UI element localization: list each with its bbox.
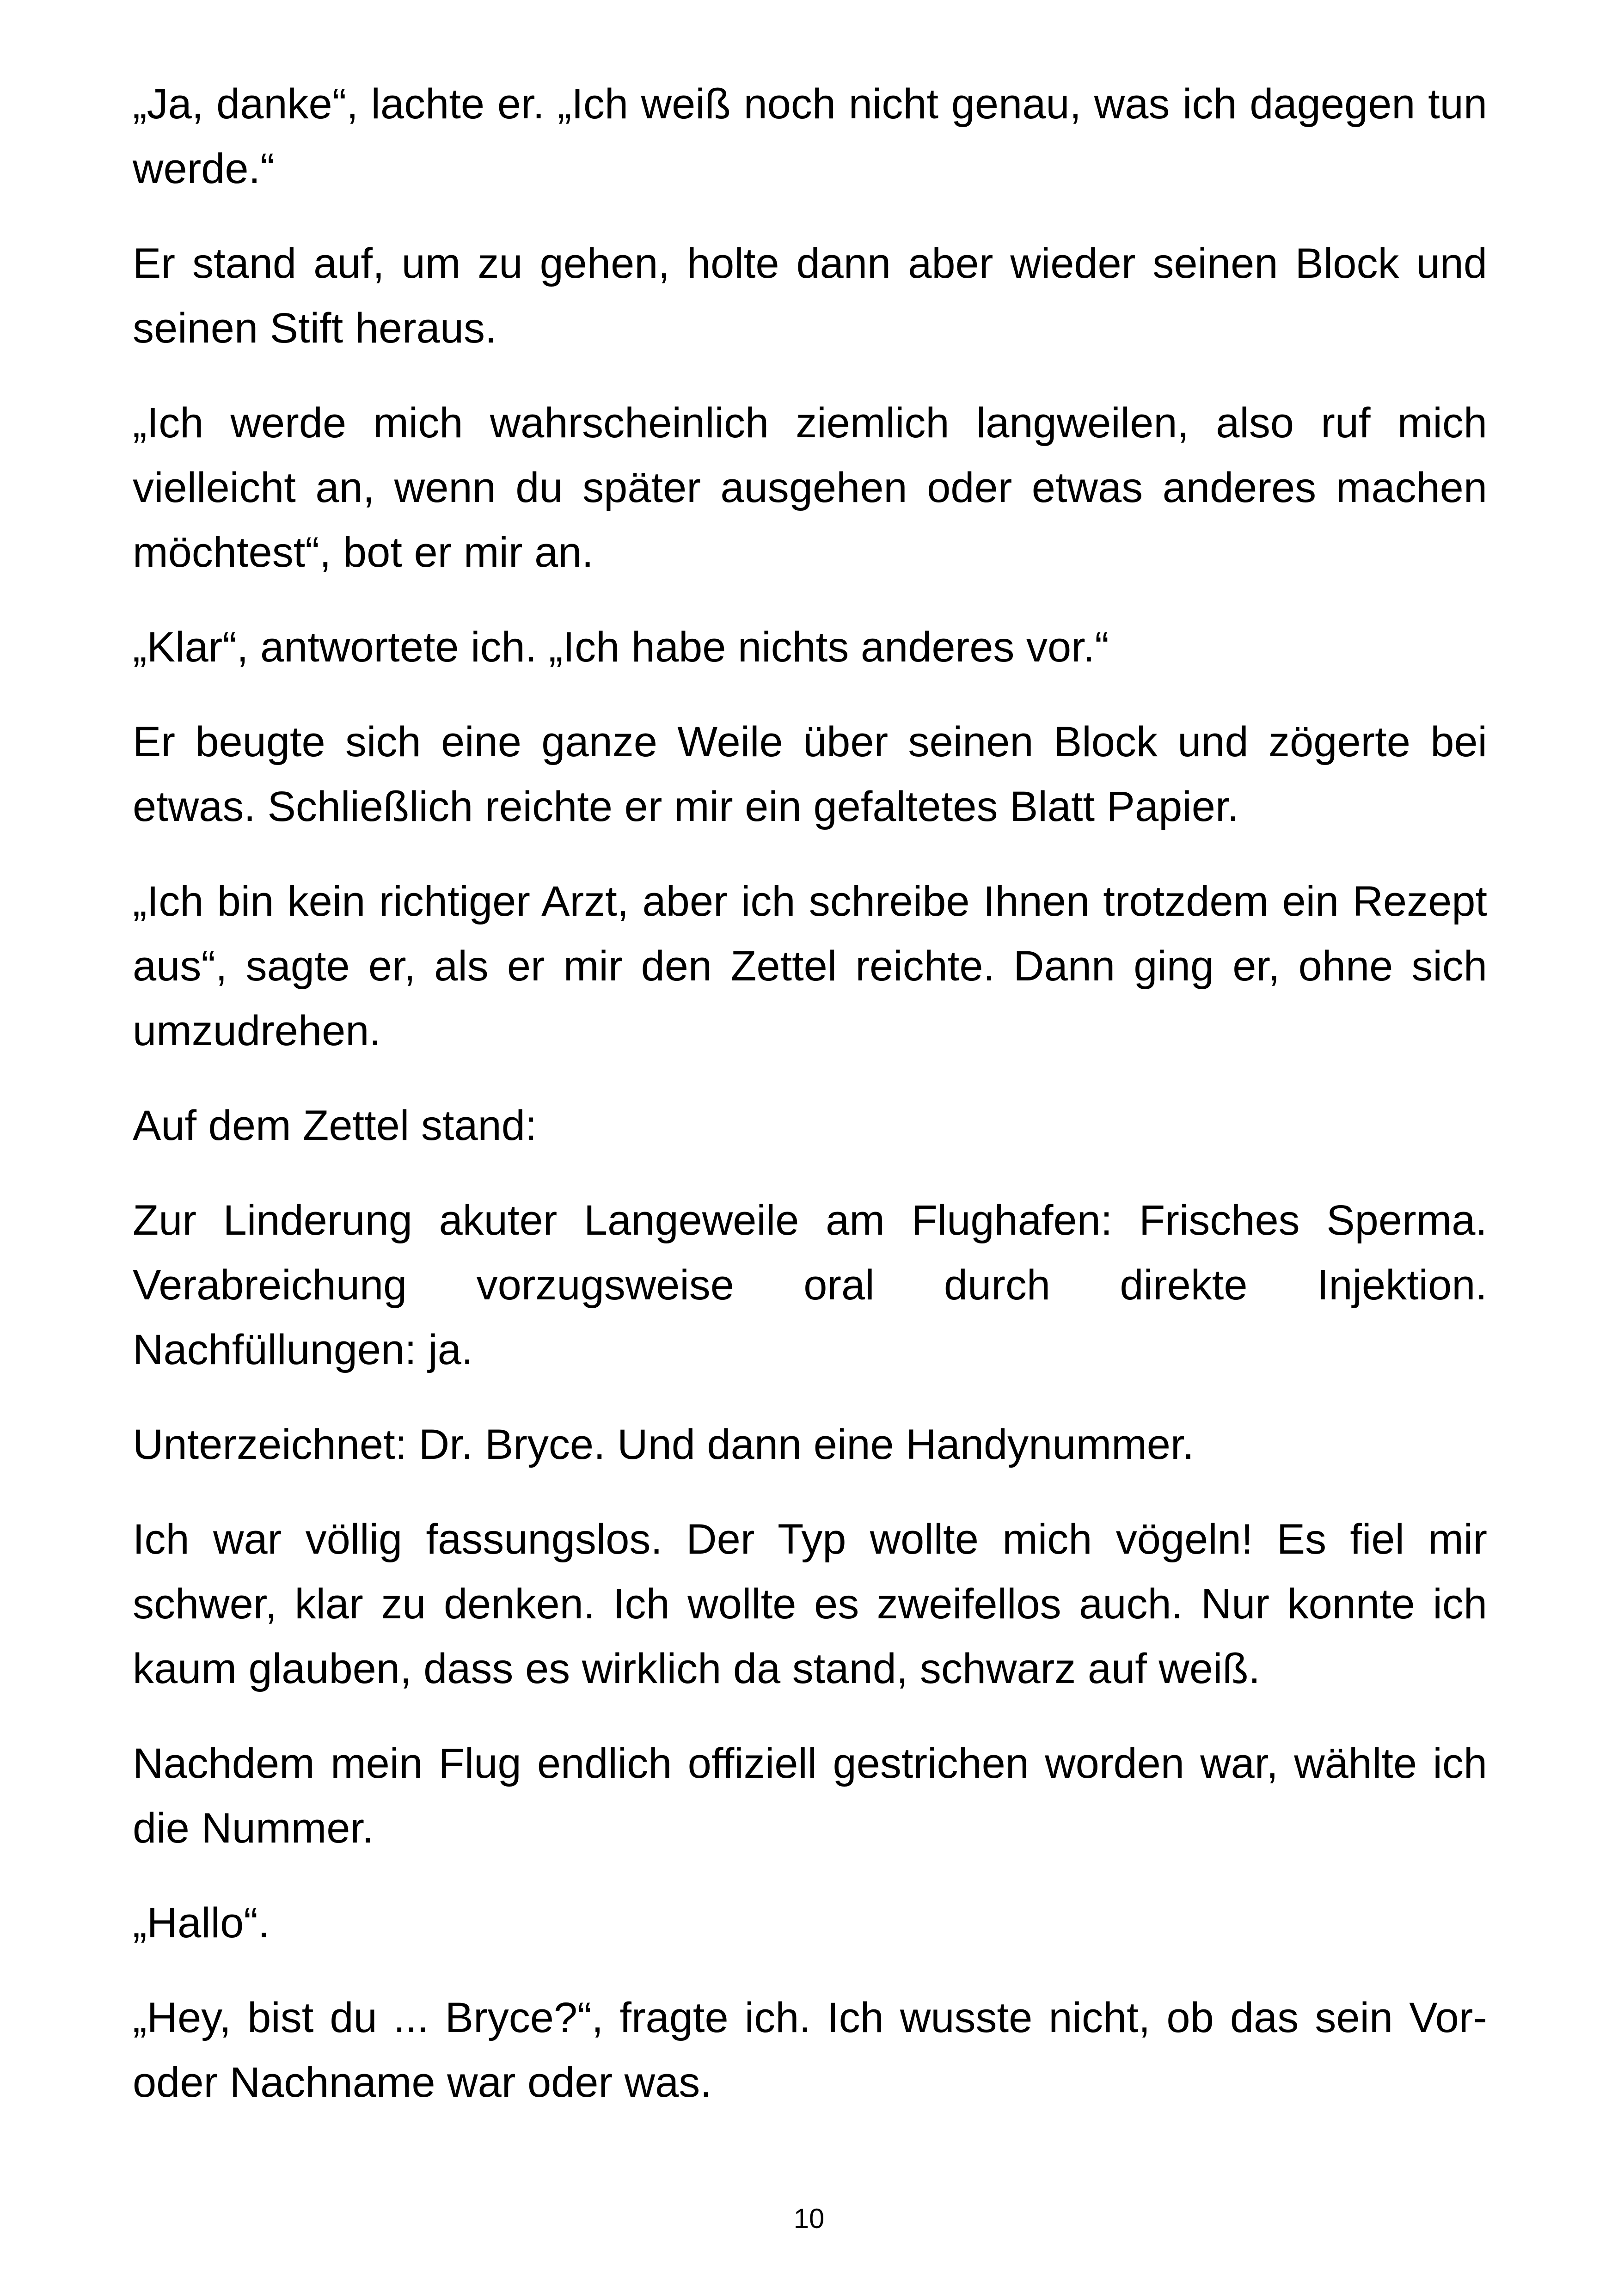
page-number: 10 (793, 2203, 825, 2234)
paragraph-5: Er beugte sich eine ganze Weile über seinen Block und zögerte bei etwas. Schließlich reichte er mir ein gefaltetes Blatt Papier. (133, 718, 1487, 830)
body-text (133, 72, 1487, 2145)
paragraph-10: Ich war völlig fassungslos. Der Typ wollte mich vögeln! Es fiel mir schwer, klar zu denken. Ich wollte es zweifellos auch. Nur konnte ich kaum glauben, dass es wirklich da stand, schwarz auf weiß. (133, 1516, 1487, 1692)
paragraph-7: Auf dem Zettel stand: (133, 1102, 537, 1149)
paragraph-2: Er stand auf, um zu gehen, holte dann aber wieder seinen Block und seinen Stift heraus. (133, 240, 1487, 352)
paragraph-9: Unterzeichnet: Dr. Bryce. Und dann eine Handynummer. (133, 1421, 1195, 1468)
paragraph-6: „Ich bin kein richtiger Arzt, aber ich schreibe Ihnen trotzdem ein Rezept aus“, sagte er, als er mir den Zettel reichte. Dann ging er, ohne sich umzudrehen. (133, 878, 1487, 1054)
paragraph-1: „Ja, danke“, lachte er. „Ich weiß noch nicht genau, was ich dagegen tun werde.“ (133, 80, 1487, 192)
paragraph-11: Nachdem mein Flug endlich offiziell gestrichen worden war, wählte ich die Nummer. (133, 1740, 1487, 1852)
paragraph-13: „Hey, bist du ... Bryce?“, fragte ich. Ich wusste nicht, ob das sein Vor- oder Nachname war oder was. (133, 1994, 1487, 2106)
paragraph-12: „Hallo“. (133, 1899, 270, 1947)
paragraph-8: Zur Linderung akuter Langeweile am Flughafen: Frisches Sperma. Verabreichung vorzugsweise oral durch direkte Injektion. Nachfüllungen: ja. (133, 1197, 1487, 1373)
paragraph-3: „Ich werde mich wahrscheinlich ziemlich langweilen, also ruf mich vielleicht an, wenn du später ausgehen oder etwas anderes machen möchtest“, bot er mir an. (133, 399, 1487, 576)
paragraph-4: „Klar“, antwortete ich. „Ich habe nichts anderes vor.“ (133, 624, 1109, 671)
